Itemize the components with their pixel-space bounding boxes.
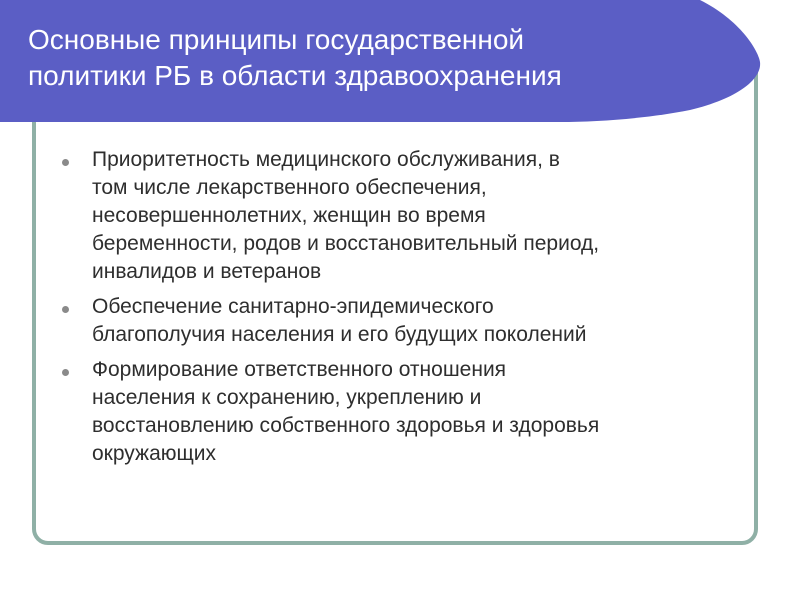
bullet-line: беременности, родов и восстановительный период, bbox=[92, 232, 600, 255]
bullet-line: Приоритетность медицинского обслуживания, в bbox=[92, 148, 560, 171]
slide-title-line: Основные принципы государственной bbox=[28, 24, 525, 55]
bullet-line: окружающих bbox=[92, 442, 217, 465]
slide-title-line: политики РБ в области здравоохранения bbox=[28, 60, 562, 91]
bullet-item bbox=[62, 293, 752, 349]
bullet-line: инвалидов и ветеранов bbox=[92, 260, 322, 283]
bullet-line: Обеспечение санитарно-эпидемического bbox=[92, 295, 494, 318]
bullet-line: несовершеннолетних, женщин во время bbox=[92, 204, 486, 227]
bullet-line: населения к сохранению, укреплению и bbox=[92, 386, 482, 409]
bullet-line: восстановлению собственного здоровья и здоровья bbox=[92, 414, 600, 437]
bullet-list bbox=[62, 146, 752, 475]
bullet-text bbox=[92, 356, 752, 468]
bullet-dot-icon bbox=[62, 369, 69, 376]
bullet-text bbox=[92, 146, 752, 286]
bullet-line: Формирование ответственного отношения bbox=[92, 358, 507, 381]
bullet-item bbox=[62, 146, 752, 286]
bullet-line: том числе лекарственного обеспечения, bbox=[92, 176, 487, 199]
bullet-dot-icon bbox=[62, 306, 69, 313]
bullet-line: благополучия населения и его будущих поколений bbox=[92, 323, 587, 346]
slide-title bbox=[28, 22, 728, 94]
bullet-dot-icon bbox=[62, 159, 69, 166]
bullet-text bbox=[92, 293, 752, 349]
bullet-item bbox=[62, 356, 752, 468]
